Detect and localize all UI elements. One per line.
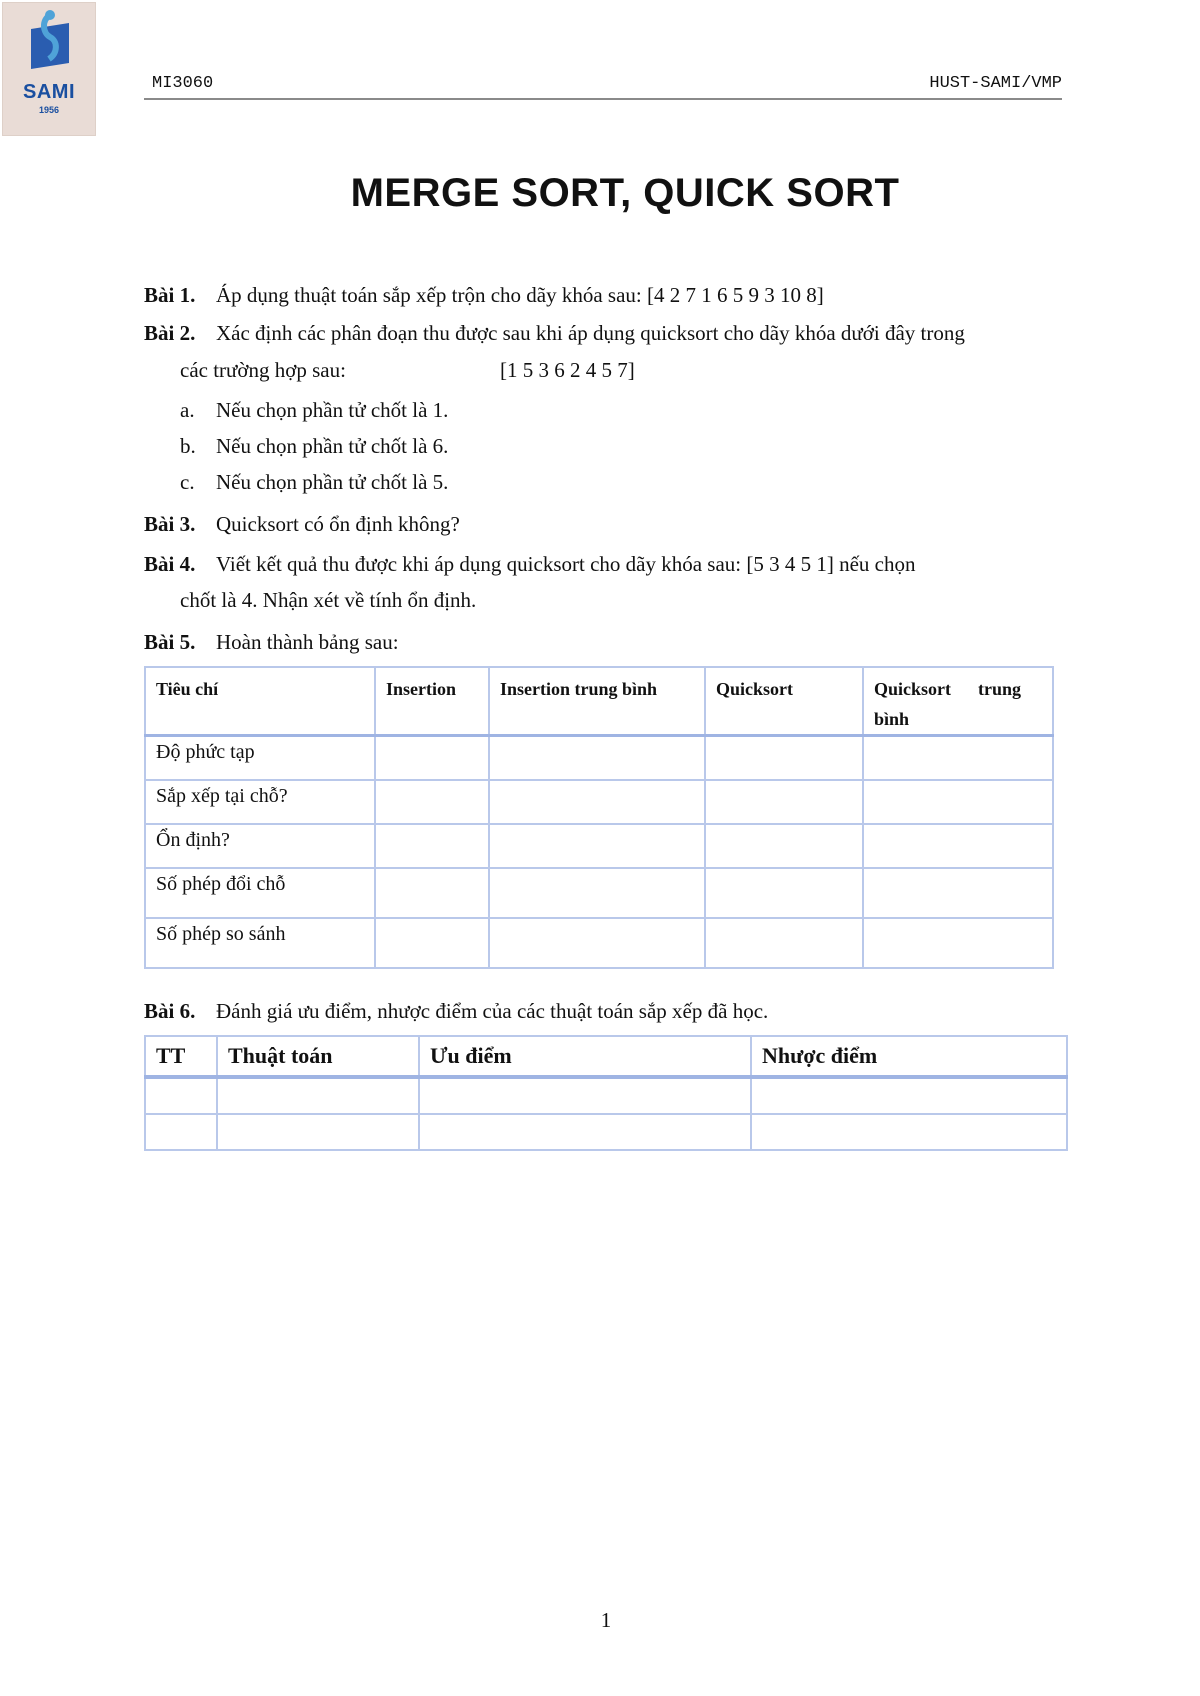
exercise-label: Bài 4. [144,552,196,576]
answer-cell[interactable] [375,824,489,868]
table-header-row [145,1036,1067,1077]
answer-cell[interactable] [375,868,489,918]
table-row [145,1077,1067,1114]
sami-emblem-icon [3,3,97,83]
answer-cell[interactable] [705,868,863,918]
logo-year: 1956 [38,105,60,115]
page-title: MERGE SORT, QUICK SORT [350,171,900,215]
table-header-cell: Insertion trung bình [489,667,705,736]
answer-cell[interactable] [419,1114,751,1150]
item-label: c. [180,470,195,494]
exercise-6 [144,993,768,1029]
course-code: MI3060 [152,74,214,93]
exercise-label: Bài 2. [144,321,196,345]
answer-cell[interactable] [217,1114,419,1150]
answer-cell[interactable] [863,780,1053,824]
row-label: Số phép đổi chỗ [145,868,375,918]
table-header-cell: Thuật toán [217,1036,419,1077]
sami-logo [2,2,96,136]
logo-text: SAMI [23,81,75,103]
table-row [145,868,1053,918]
answer-cell[interactable] [751,1114,1067,1150]
table-header-cell: Ưu điểm [419,1036,751,1077]
exercise-2-item-b [180,428,448,464]
item-label: b. [180,434,196,458]
exercise-text: các trường hợp sau: [180,358,346,382]
exercise-text: Áp dụng thuật toán sắp xếp trộn cho dãy khóa sau: [4 2 7 1 6 5 9 3 10 8] [216,283,824,307]
table-header-cell: Nhược điểm [751,1036,1067,1077]
row-label: Số phép so sánh [145,918,375,968]
table-header-cell: Quicksort trung bình [863,667,1053,736]
page-header [144,72,1062,100]
answer-cell[interactable] [863,824,1053,868]
answer-cell[interactable] [863,868,1053,918]
answer-cell[interactable] [419,1077,751,1114]
answer-cell[interactable] [375,918,489,968]
exercise-3 [144,506,460,542]
exercise-text: Đánh giá ưu điểm, nhược điểm của các thuật toán sắp xếp đã học. [216,999,769,1023]
table-header-row [145,667,1053,736]
answer-cell[interactable] [489,824,705,868]
answer-cell[interactable] [705,780,863,824]
item-text: Nếu chọn phần tử chốt là 1. [216,398,449,422]
answer-cell[interactable] [489,918,705,968]
answer-cell[interactable] [375,780,489,824]
exercise-4 [144,546,916,582]
exercise-text: Quicksort có ổn định không? [216,512,460,536]
answer-cell[interactable] [863,918,1053,968]
exercise-1 [144,277,824,313]
table-row [145,736,1053,781]
answer-cell[interactable] [217,1077,419,1114]
exercise-4-continuation [180,582,476,618]
exercise-2-continuation [180,352,635,388]
exercise-text: chốt là 4. Nhận xét về tính ổn định. [180,588,477,612]
table-row [145,918,1053,968]
table-header-cell: Tiêu chí [145,667,375,736]
exercise-label: Bài 5. [144,630,196,654]
answer-cell[interactable] [145,1114,217,1150]
exercise-2 [144,315,965,351]
table-header-cell: Quicksort [705,667,863,736]
row-label: Độ phức tạp [145,736,375,781]
table-row [145,824,1053,868]
row-label: Sắp xếp tại chỗ? [145,780,375,824]
answer-cell[interactable] [145,1077,217,1114]
table-header-cell: Insertion [375,667,489,736]
evaluation-table [144,1035,1068,1151]
array-values: [1 5 3 6 2 4 5 7] [500,358,635,382]
answer-cell[interactable] [705,918,863,968]
exercise-label: Bài 1. [144,283,196,307]
answer-cell[interactable] [375,736,489,781]
table-row [145,780,1053,824]
item-text: Nếu chọn phần tử chốt là 6. [216,434,449,458]
answer-cell[interactable] [489,868,705,918]
exercise-label: Bài 6. [144,999,196,1023]
answer-cell[interactable] [705,736,863,781]
answer-cell[interactable] [489,736,705,781]
exercise-text: Viết kết quả thu được khi áp dụng quicksort cho dãy khóa sau: [5 3 4 5 1] nếu chọn [216,552,916,576]
table-row [145,1114,1067,1150]
comparison-table [144,666,1054,969]
exercise-2-item-c [180,464,448,500]
exercise-5 [144,624,399,660]
table-header-cell: TT [145,1036,217,1077]
item-text: Nếu chọn phần tử chốt là 5. [216,470,449,494]
exercise-text: Hoàn thành bảng sau: [216,630,399,654]
answer-cell[interactable] [705,824,863,868]
exercise-text: Xác định các phân đoạn thu được sau khi áp dụng quicksort cho dãy khóa dưới đây trong [216,321,965,345]
page-number: 1 [600,1608,612,1632]
exercise-label: Bài 3. [144,512,196,536]
item-label: a. [180,398,195,422]
answer-cell[interactable] [489,780,705,824]
institution-code: HUST-SAMI/VMP [929,74,1062,93]
answer-cell[interactable] [863,736,1053,781]
answer-cell[interactable] [751,1077,1067,1114]
row-label: Ổn định? [145,824,375,868]
exercise-2-item-a [180,392,448,428]
